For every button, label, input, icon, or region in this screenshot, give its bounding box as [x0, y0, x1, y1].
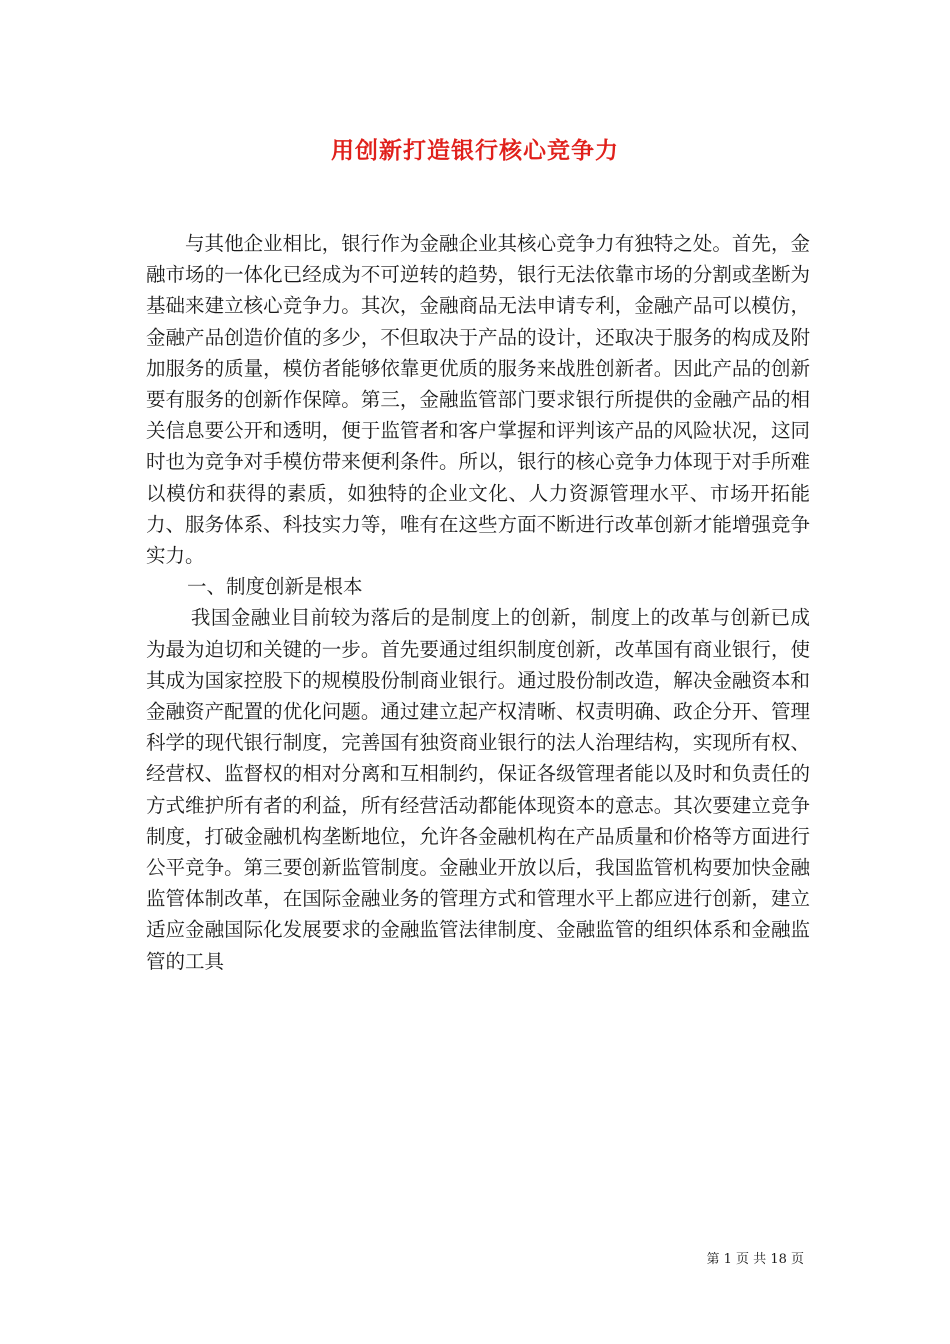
section-heading-institutional-innovation: 一、制度创新是根本: [186, 575, 363, 599]
document-body: [146, 228, 810, 977]
document-title: 用创新打造银行核心竞争力: [331, 137, 619, 164]
page-number: 第 1 页 共 18 页: [706, 1252, 804, 1267]
body-paragraph-institutional: 我国金融业目前较为落后的是制度上的创新，制度上的改革与创新已成为最为迫切和关键的一步。首先要通过组织制度创新，改革国有商业银行，使其成为国家控股下的规模股份制商业银行。通过股份制改造，解决金融资本和金融资产配置的优化问题。通过建立起产权清晰、权责明确、政企分开、管理科学的现代银行制度，完善国有独资商业银行的法人治理结构，实现所有权、经营权、监督权的相对分离和互相制约，保证各级管理者能以及时和负责任的方式维护所有者的利益，所有经营活动都能体现资本的意志。其次要建立竞争制度，打破金融机构垄断地位，允许各金融机构在产品质量和价格等方面进行公平竞争。第三要创新监管制度。金融业开放以后，我国监管机构要加快金融监管体制改革，在国际金融业务的管理方式和管理水平上都应进行创新，建立适应金融国际化发展要求的金融监管法律制度、金融监管的组织体系和金融监管的工具: [146, 606, 810, 973]
body-paragraph-intro: 与其他企业相比，银行作为金融企业其核心竞争力有独特之处。首先，金融市场的一体化已经成为不可逆转的趋势，银行无法依靠市场的分割或垄断为基础来建立核心竞争力。其次，金融商品无法申请专利，金融产品可以模仿，金融产品创造价值的多少，不但取决于产品的设计，还取决于服务的构成及附加服务的质量，模仿者能够依靠更优质的服务来战胜创新者。因此产品的创新要有服务的创新作保障。第三，金融监管部门要求银行所提供的金融产品的相关信息要公开和透明，便于监管者和客户掌握和评判该产品的风险状况，这同时也为竞争对手模仿带来便利条件。所以，银行的核心竞争力体现于对手所难以模仿和获得的素质，如独特的企业文化、人力资源管理水平、市场开拓能力、服务体系、科技实力等，唯有在这些方面不断进行改革创新才能增强竞争实力。: [146, 232, 810, 568]
